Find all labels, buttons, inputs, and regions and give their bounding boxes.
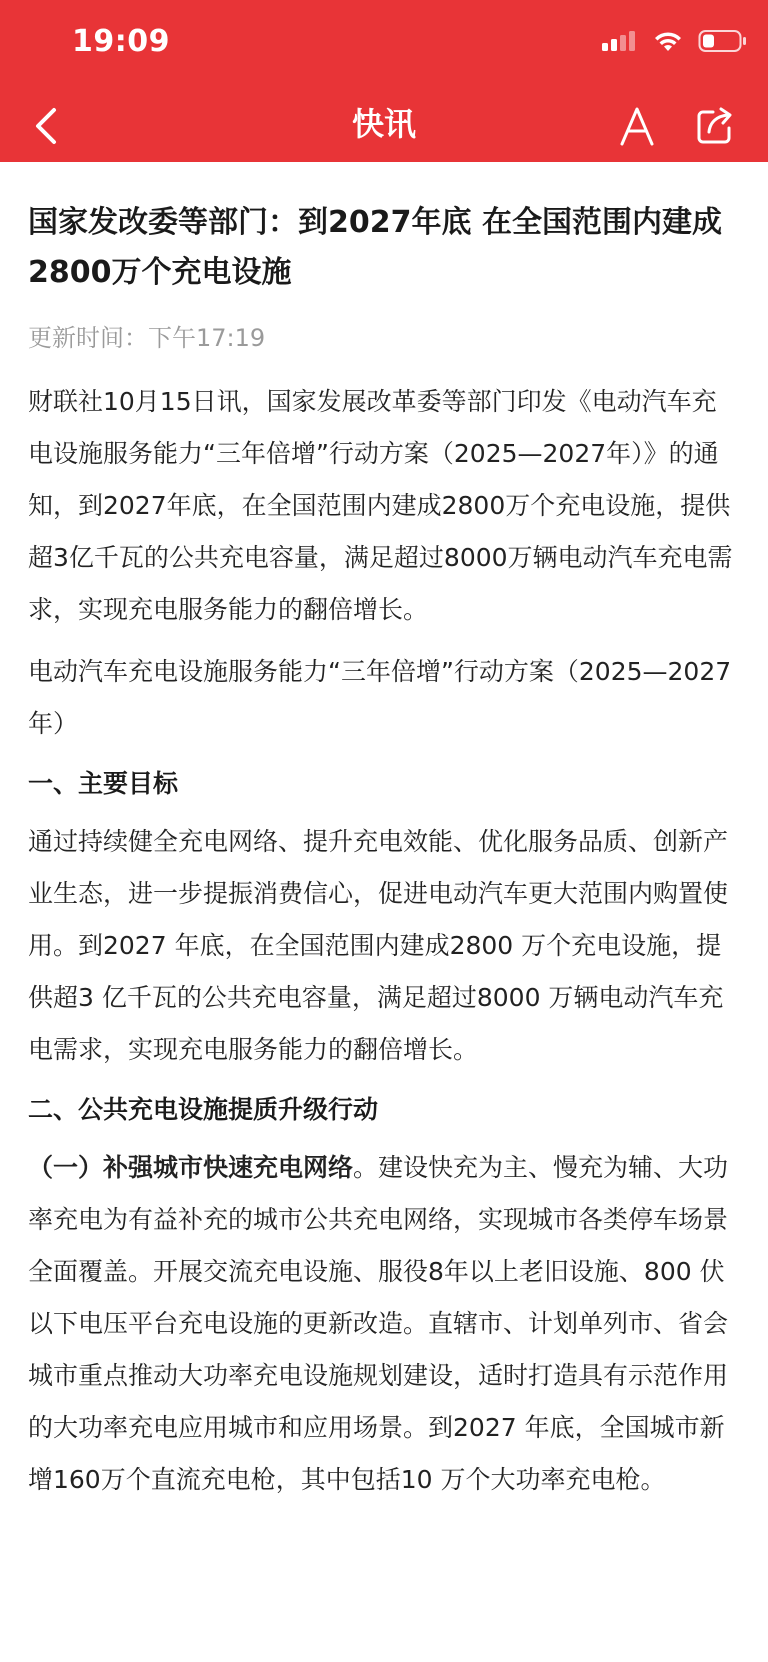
- update-time: 更新时间：下午17:19: [28, 324, 266, 352]
- status-bar: [0, 0, 768, 90]
- section-heading: 二、公共充电设施提质升级行动: [28, 1095, 379, 1124]
- nav-bar: [0, 90, 768, 162]
- battery-icon: [698, 28, 748, 58]
- subsection-lead: （一）补强城市快速充电网络: [28, 1153, 354, 1182]
- share-icon: [695, 106, 735, 146]
- article-title: 国家发改委等部门：到2027年底 在全国范围内建成2800万个充电设施: [28, 205, 722, 290]
- article: [28, 198, 740, 1506]
- status-icons: [602, 28, 748, 58]
- font-size-button[interactable]: [612, 100, 662, 152]
- signal-icon: [602, 29, 638, 57]
- font-size-icon: [619, 106, 655, 146]
- share-button[interactable]: [690, 100, 740, 152]
- nav-title: 快讯: [351, 105, 416, 143]
- section-heading: 一、主要目标: [28, 769, 179, 798]
- wifi-icon: [652, 29, 684, 57]
- article-paragraph: 财联社10月15日讯，国家发展改革委等部门印发《电动汽车充电设施服务能力“三年倍增”行动方案（2025—2027年）》的通知，到2027年底，在全国范围内建成2800万个充电设施，提供超3亿千瓦的公共充电容量，满足超过8000万辆电动汽车充电需求，实现充电服务能力的翻倍增长。: [28, 387, 733, 624]
- subsection-body: 。建设快充为主、慢充为辅、大功率充电为有益补充的城市公共充电网络，实现城市各类停车场景全面覆盖。开展交流充电设施、服役8年以上老旧设施、800 伏以下电压平台充电设施的更新改造。直辖市、计划单列市、省会城市重点推动大功率充电设施规划建设，适时打造具有示范作用的大功率充电应用城市和应用场景。到2027 年底，全国城市新增160万个直流充电枪，其中包括10 万个大功率充电枪。: [28, 1153, 729, 1494]
- header: [0, 0, 768, 162]
- article-paragraph: 电动汽车充电设施服务能力“三年倍增”行动方案（2025—2027 年）: [28, 657, 732, 738]
- status-time: 19:09: [72, 24, 170, 59]
- article-paragraph: [28, 1142, 740, 1506]
- article-paragraph: 通过持续健全充电网络、提升充电效能、优化服务品质、创新产业生态，进一步提振消费信心，促进电动汽车更大范围内购置使用。到2027 年底，在全国范围内建成2800 万个充电设施，提供超3 亿千瓦的公共充电容量，满足超过8000 万辆电动汽车充电需求，实现充电服务能力的翻倍增长。: [28, 827, 729, 1064]
